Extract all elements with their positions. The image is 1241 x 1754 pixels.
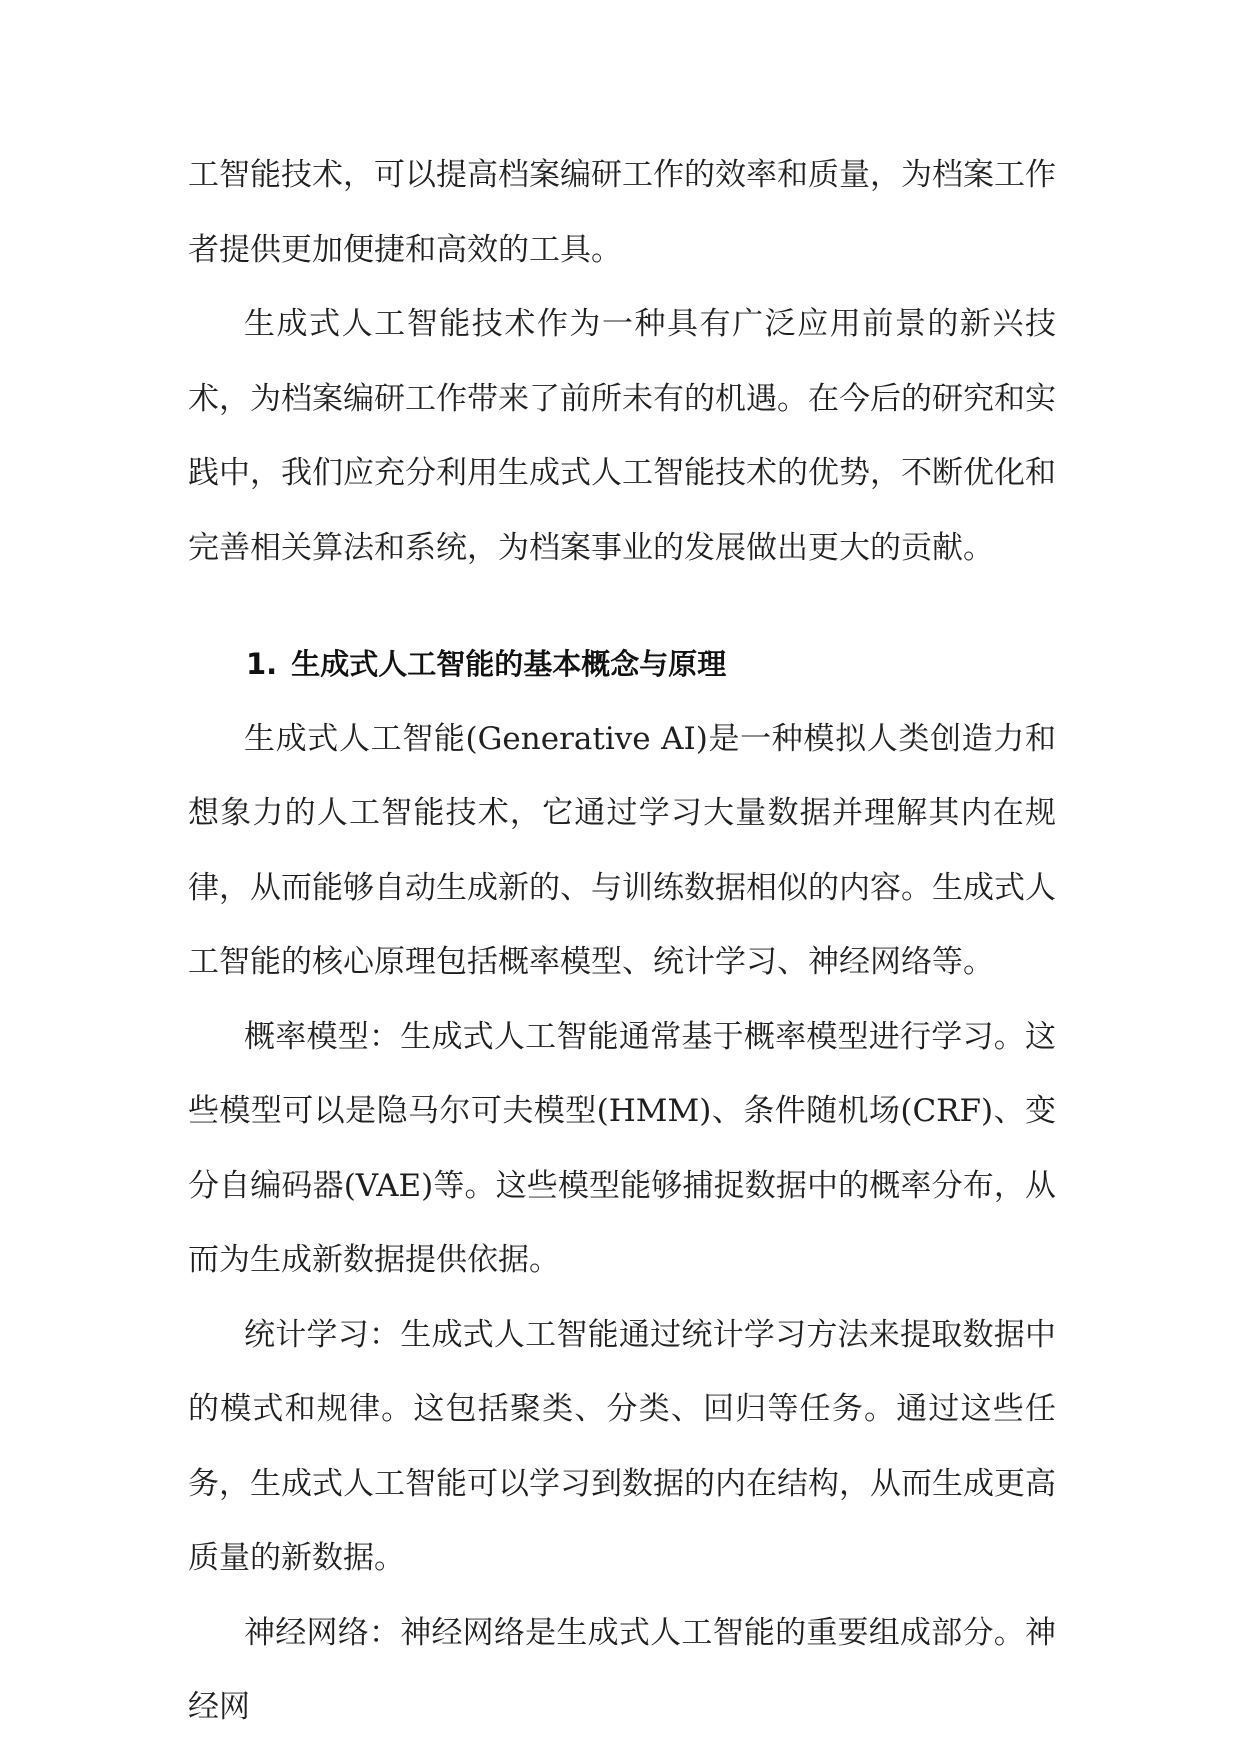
paragraph-neural-network: 神经网络：神经网络是生成式人工智能的重要组成部分。神经网 (188, 1614, 1056, 1725)
paragraph-statistical-learning: 统计学习：生成式人工智能通过统计学习方法来提取数据中的模式和规律。这包括聚类、分类、回归等任务。通过这些任务，生成式人工智能可以学习到数据的内在结构，从而生成更高质量的新数据。 (188, 1316, 1056, 1576)
paragraph-definition: 生成式人工智能(Generative AI)是一种模拟人类创造力和想象力的人工智能技术，它通过学习大量数据并理解其内在规律，从而能够自动生成新的、与训练数据相似的内容。生成式人工智能的核心原理包括概率模型、统计学习、神经网络等。 (188, 720, 1056, 980)
paragraph-continuation: 工智能技术，可以提高档案编研工作的效率和质量，为档案工作者提供更加便捷和高效的工具。 (188, 157, 1056, 268)
paragraph-probability-model: 概率模型：生成式人工智能通常基于概率模型进行学习。这些模型可以是隐马尔可夫模型(HMM)、条件随机场(CRF)、变分自编码器(VAE)等。这些模型能够捕捉数据中的概率分布，从而为生成新数据提供依据。 (188, 1018, 1056, 1278)
section-title: 生成式人工智能的基本概念与原理 (291, 647, 727, 681)
section-heading (188, 627, 1056, 702)
section-number: 1. (246, 647, 278, 681)
paragraph-summary: 生成式人工智能技术作为一种具有广泛应用前景的新兴技术，为档案编研工作带来了前所未有的机遇。在今后的研究和实践中，我们应充分利用生成式人工智能技术的优势，不断优化和完善相关算法和系统，为档案事业的发展做出更大的贡献。 (188, 306, 1056, 566)
document-body (188, 138, 1056, 1745)
